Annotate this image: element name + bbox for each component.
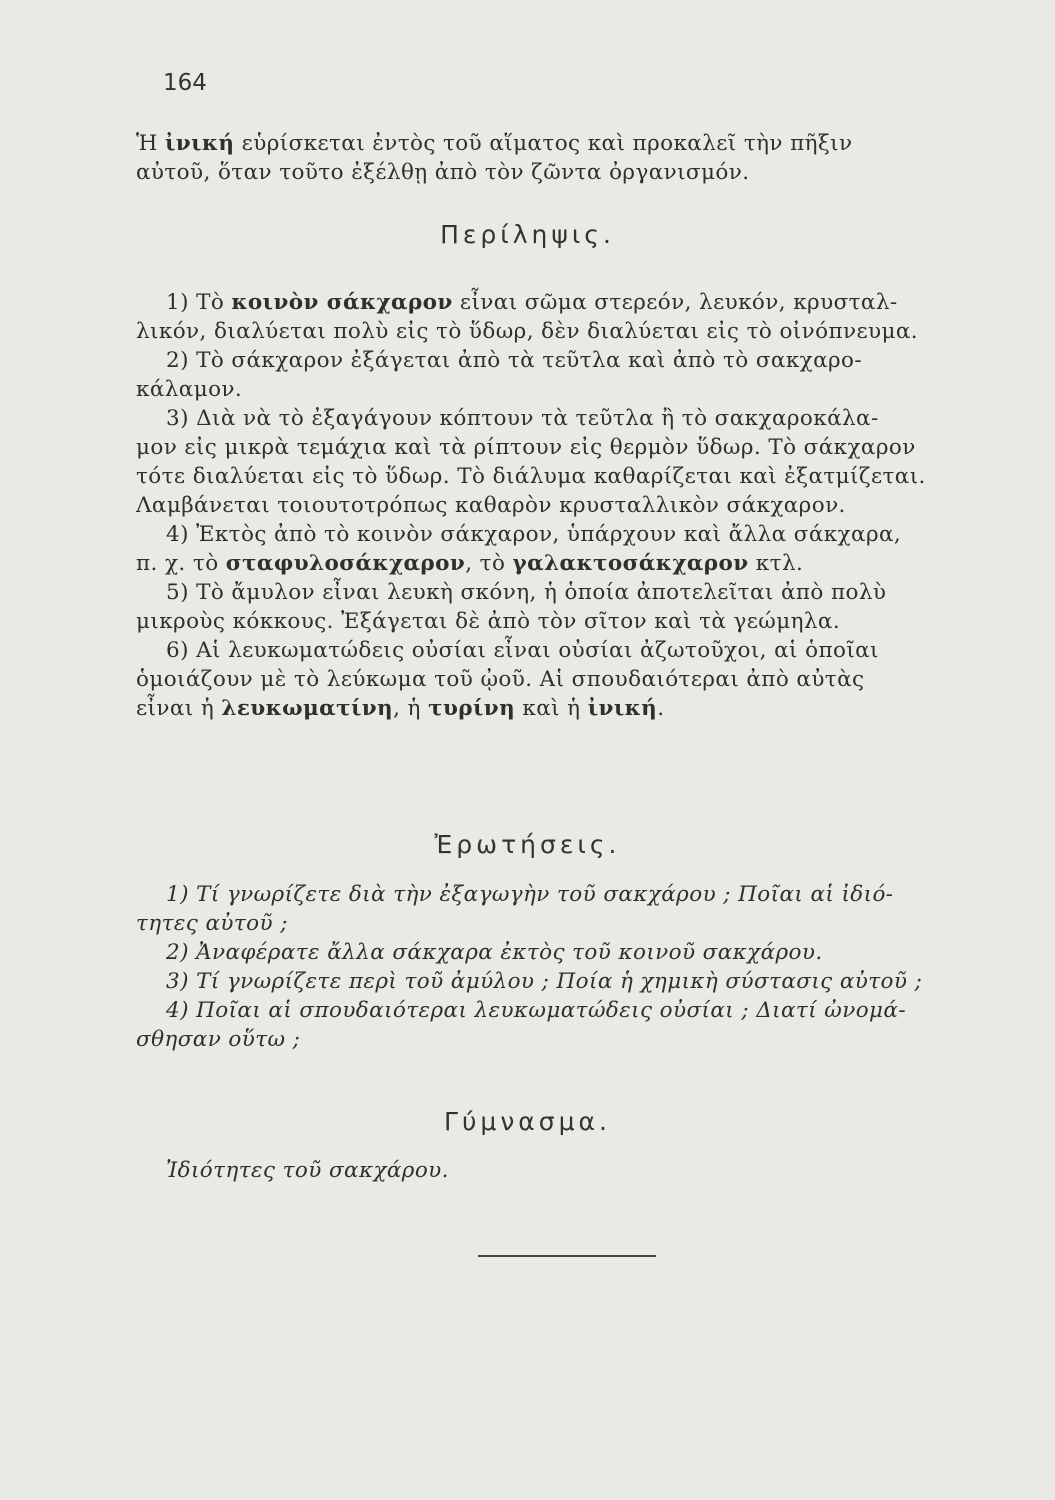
exercise-heading: Γύμνασμα. — [444, 1107, 611, 1136]
text-span: π. χ. τὸ — [136, 551, 226, 576]
questions-section — [136, 880, 1006, 1054]
summary-item-3-line-1: 3) Διὰ νὰ τὸ ἐξαγάγουν κόπτουν τὰ τεῦτλα ἢ τὸ σακχαροκάλα- — [166, 406, 879, 431]
bold-term: σταφυλοσάκχαρον — [225, 551, 466, 576]
question-1-line-2: τητες αὐτοῦ ; — [136, 911, 288, 936]
bold-term: τυρίνη — [428, 696, 516, 721]
summary-item-3-line-3: τότε διαλύεται εἰς τὸ ὕδωρ. Τὸ διάλυμα καθαρίζεται καὶ ἐξατμίζεται. — [136, 464, 926, 489]
question-2: 2) Ἀναφέρατε ἄλλα σάκχαρα ἐκτὸς τοῦ κοινοῦ σακχάρου. — [166, 940, 823, 965]
summary-item-4-line-1: 4) Ἐκτὸς ἀπὸ τὸ κοινὸν σάκχαρον, ὑπάρχουν καὶ ἄλλα σάκχαρα, — [166, 522, 902, 547]
text-span: εἶναι σῶμα στερεόν, λευκόν, κρυσταλ- — [452, 290, 898, 315]
summary-item-2-line-2: κάλαμον. — [136, 377, 243, 402]
bold-term: ἰνική — [164, 131, 235, 156]
summary-section — [136, 278, 1006, 723]
summary-item-4-line-2 — [136, 549, 1006, 578]
summary-item-3-line-4: Λαμβάνεται τοιουτοτρόπως καθαρὸν κρυσταλλικὸν σάκχαρον. — [136, 493, 846, 518]
bold-term: κοινὸν σάκχαρον — [231, 290, 453, 315]
question-3: 3) Τί γνωρίζετε περὶ τοῦ ἀμύλου ; Ποία ἡ χημικὴ σύστασις αὐτοῦ ; — [166, 969, 923, 994]
exercise-text: Ἰδιότητες τοῦ σακχάρου. — [166, 1158, 449, 1183]
summary-item-5-line-1: 5) Τὸ ἄμυλον εἶναι λευκὴ σκόνη, ἡ ὁποία ἀποτελεῖται ἀπὸ πολὺ — [166, 580, 887, 605]
summary-item-6-line-3 — [136, 694, 1006, 723]
question-1-line-1: 1) Τί γνωρίζετε διὰ τὴν ἐξαγωγὴν τοῦ σακχάρου ; Ποῖαι αἱ ἰδιό- — [166, 882, 894, 907]
questions-heading: Ἐρωτήσεις. — [434, 830, 621, 859]
intro-line-2: αὐτοῦ, ὅταν τοῦτο ἐξέλθῃ ἀπὸ τὸν ζῶντα ὀργανισμόν. — [136, 160, 750, 185]
bold-term: γαλακτοσάκχαρον — [512, 551, 749, 576]
summary-item-5-line-2: μικροὺς κόκκους. Ἐξάγεται δὲ ἀπὸ τὸν σῖτον καὶ τὰ γεώμηλα. — [136, 609, 841, 634]
text-span: . — [657, 696, 665, 721]
text-span: εὑρίσκεται ἐντὸς τοῦ αἵματος καὶ προκαλεῖ τὴν πῆξιν — [234, 131, 853, 156]
summary-item-6-line-1: 6) Αἱ λευκωματώδεις οὐσίαι εἶναι οὐσίαι ἀζωτοῦχοι, αἱ ὁποῖαι — [166, 638, 879, 663]
bold-term: λευκωματίνη — [221, 696, 394, 721]
text-span: κτλ. — [748, 551, 804, 576]
question-4-line-1: 4) Ποῖαι αἱ σπουδαιότεραι λευκωματώδεις οὐσίαι ; Διατί ὠνομά- — [166, 998, 906, 1023]
summary-heading: Περίληψις. — [440, 220, 615, 249]
bold-term: ἰνική — [587, 696, 658, 721]
summary-item-2-line-1: 2) Τὸ σάκχαρον ἐξάγεται ἀπὸ τὰ τεῦτλα καὶ ἀπὸ τὸ σακχαρο- — [166, 348, 863, 373]
summary-item-1-line-2: λικόν, διαλύεται πολὺ εἰς τὸ ὕδωρ, δὲν διαλύεται εἰς τὸ οἰνόπνευμα. — [136, 319, 918, 344]
text-span: , τὸ — [465, 551, 513, 576]
summary-item-3-line-2: μον εἰς μικρὰ τεμάχια καὶ τὰ ρίπτουν εἰς θερμὸν ὕδωρ. Τὸ σάκχαρον — [136, 435, 916, 460]
intro-paragraph — [136, 129, 1006, 187]
text-span: 1) Τὸ — [166, 290, 232, 315]
text-span: , ἡ — [393, 696, 429, 721]
end-rule-divider — [478, 1255, 656, 1257]
intro-line-1 — [136, 129, 1006, 158]
page-number: 164 — [163, 70, 207, 96]
summary-item-6-line-2: ὁμοιάζουν μὲ τὸ λεύκωμα τοῦ ᾠοῦ. Αἱ σπουδαιότεραι ἀπὸ αὐτὰς — [136, 667, 865, 692]
exercise-section — [136, 1156, 1006, 1185]
text-span: καὶ ἡ — [515, 696, 588, 721]
text-span: Ἡ — [136, 131, 165, 156]
summary-item-1-line-1 — [136, 288, 1006, 317]
text-span: εἶναι ἡ — [136, 696, 222, 721]
question-4-line-2: σθησαν οὕτω ; — [136, 1027, 301, 1052]
